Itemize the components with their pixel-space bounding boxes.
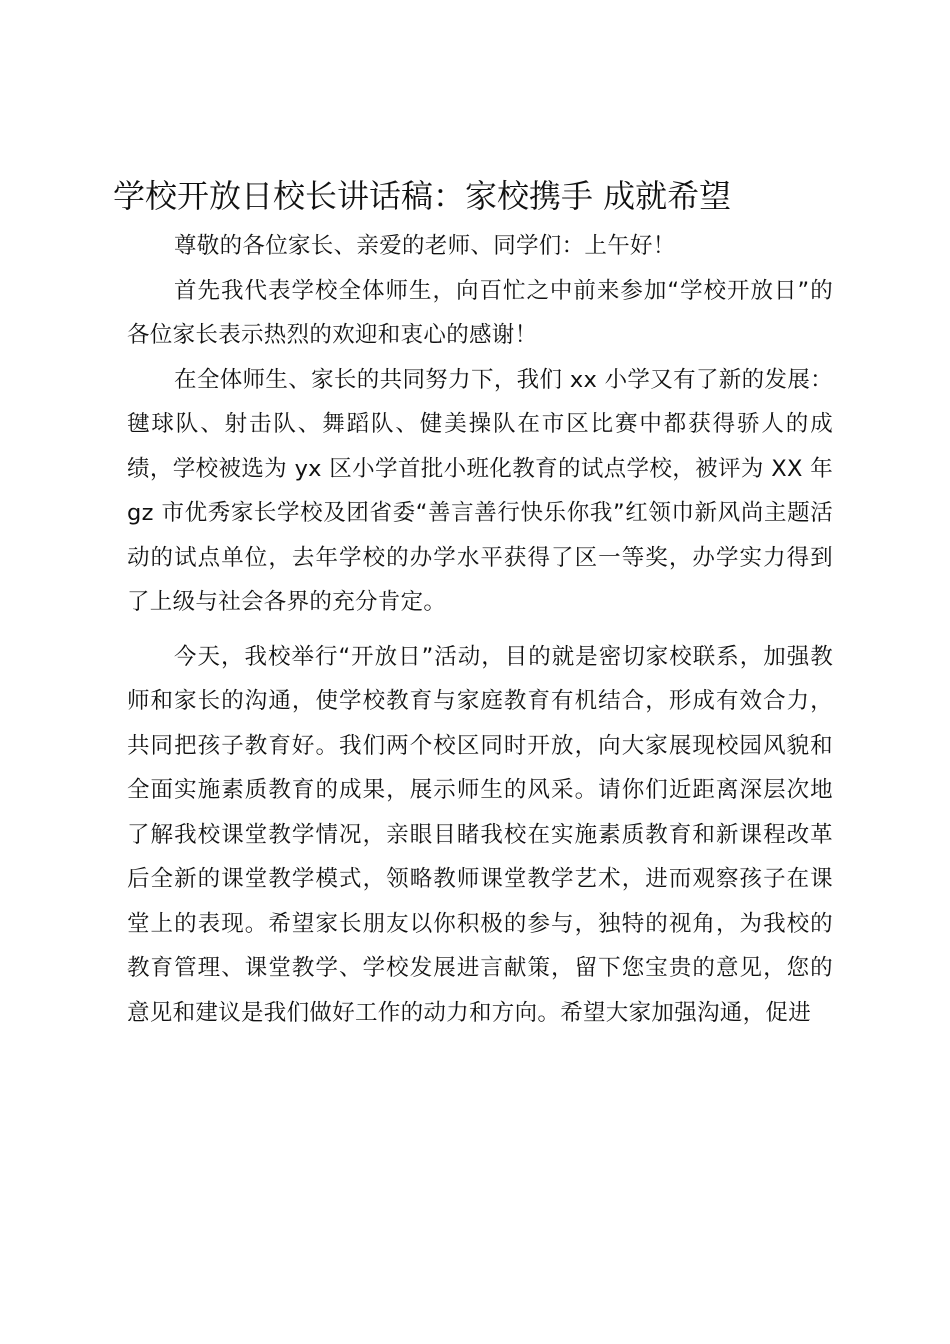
paragraph-achievements: 在全体师生、家长的共同努力下，我们 xx 小学又有了新的发展：毽球队、射击队、舞蹈队、健美操队在市区比赛中都获得骄人的成绩，学校被选为 yx 区小学首批小班化教育的试点学校，被评为 XX 年 gz 市优秀家长学校及团省委“善言善行快乐你我”红领巾新风尚主题活动的试点单位，去年学校的办学水平获得了区一等奖，办学实力得到了上级与社会各界的充分肯定。	[127, 366, 833, 615]
document-title: 学校开放日校长讲话稿：家校携手 成就希望	[113, 177, 732, 215]
paragraph-welcome: 首先我代表学校全体师生，向百忙之中前来参加“学校开放日”的各位家长表示热烈的欢迎和衷心的感谢！	[127, 277, 833, 348]
paragraph-greeting: 尊敬的各位家长、亲爱的老师、同学们：上午好！	[174, 233, 676, 259]
paragraph-open-day: 今天，我校举行“开放日”活动，目的就是密切家校联系，加强教师和家长的沟通，使学校教育与家庭教育有机结合，形成有效合力，共同把孩子教育好。我们两个校区同时开放，向大家展现校园风貌和全面实施素质教育的成果，展示师生的风采。请你们近距离深层次地了解我校课堂教学情况，亲眼目睹我校在实施素质教育和新课程改革后全新的课堂教学模式，领略教师课堂教学艺术，进而观察孩子在课堂上的表现。希望家长朋友以你积极的参与，独特的视角，为我校的教育管理、课堂教学、学校发展进言献策，留下您宝贵的意见，您的意见和建议是我们做好工作的动力和方向。希望大家加强沟通，促进	[127, 643, 833, 1026]
document-page	[113, 168, 833, 1035]
